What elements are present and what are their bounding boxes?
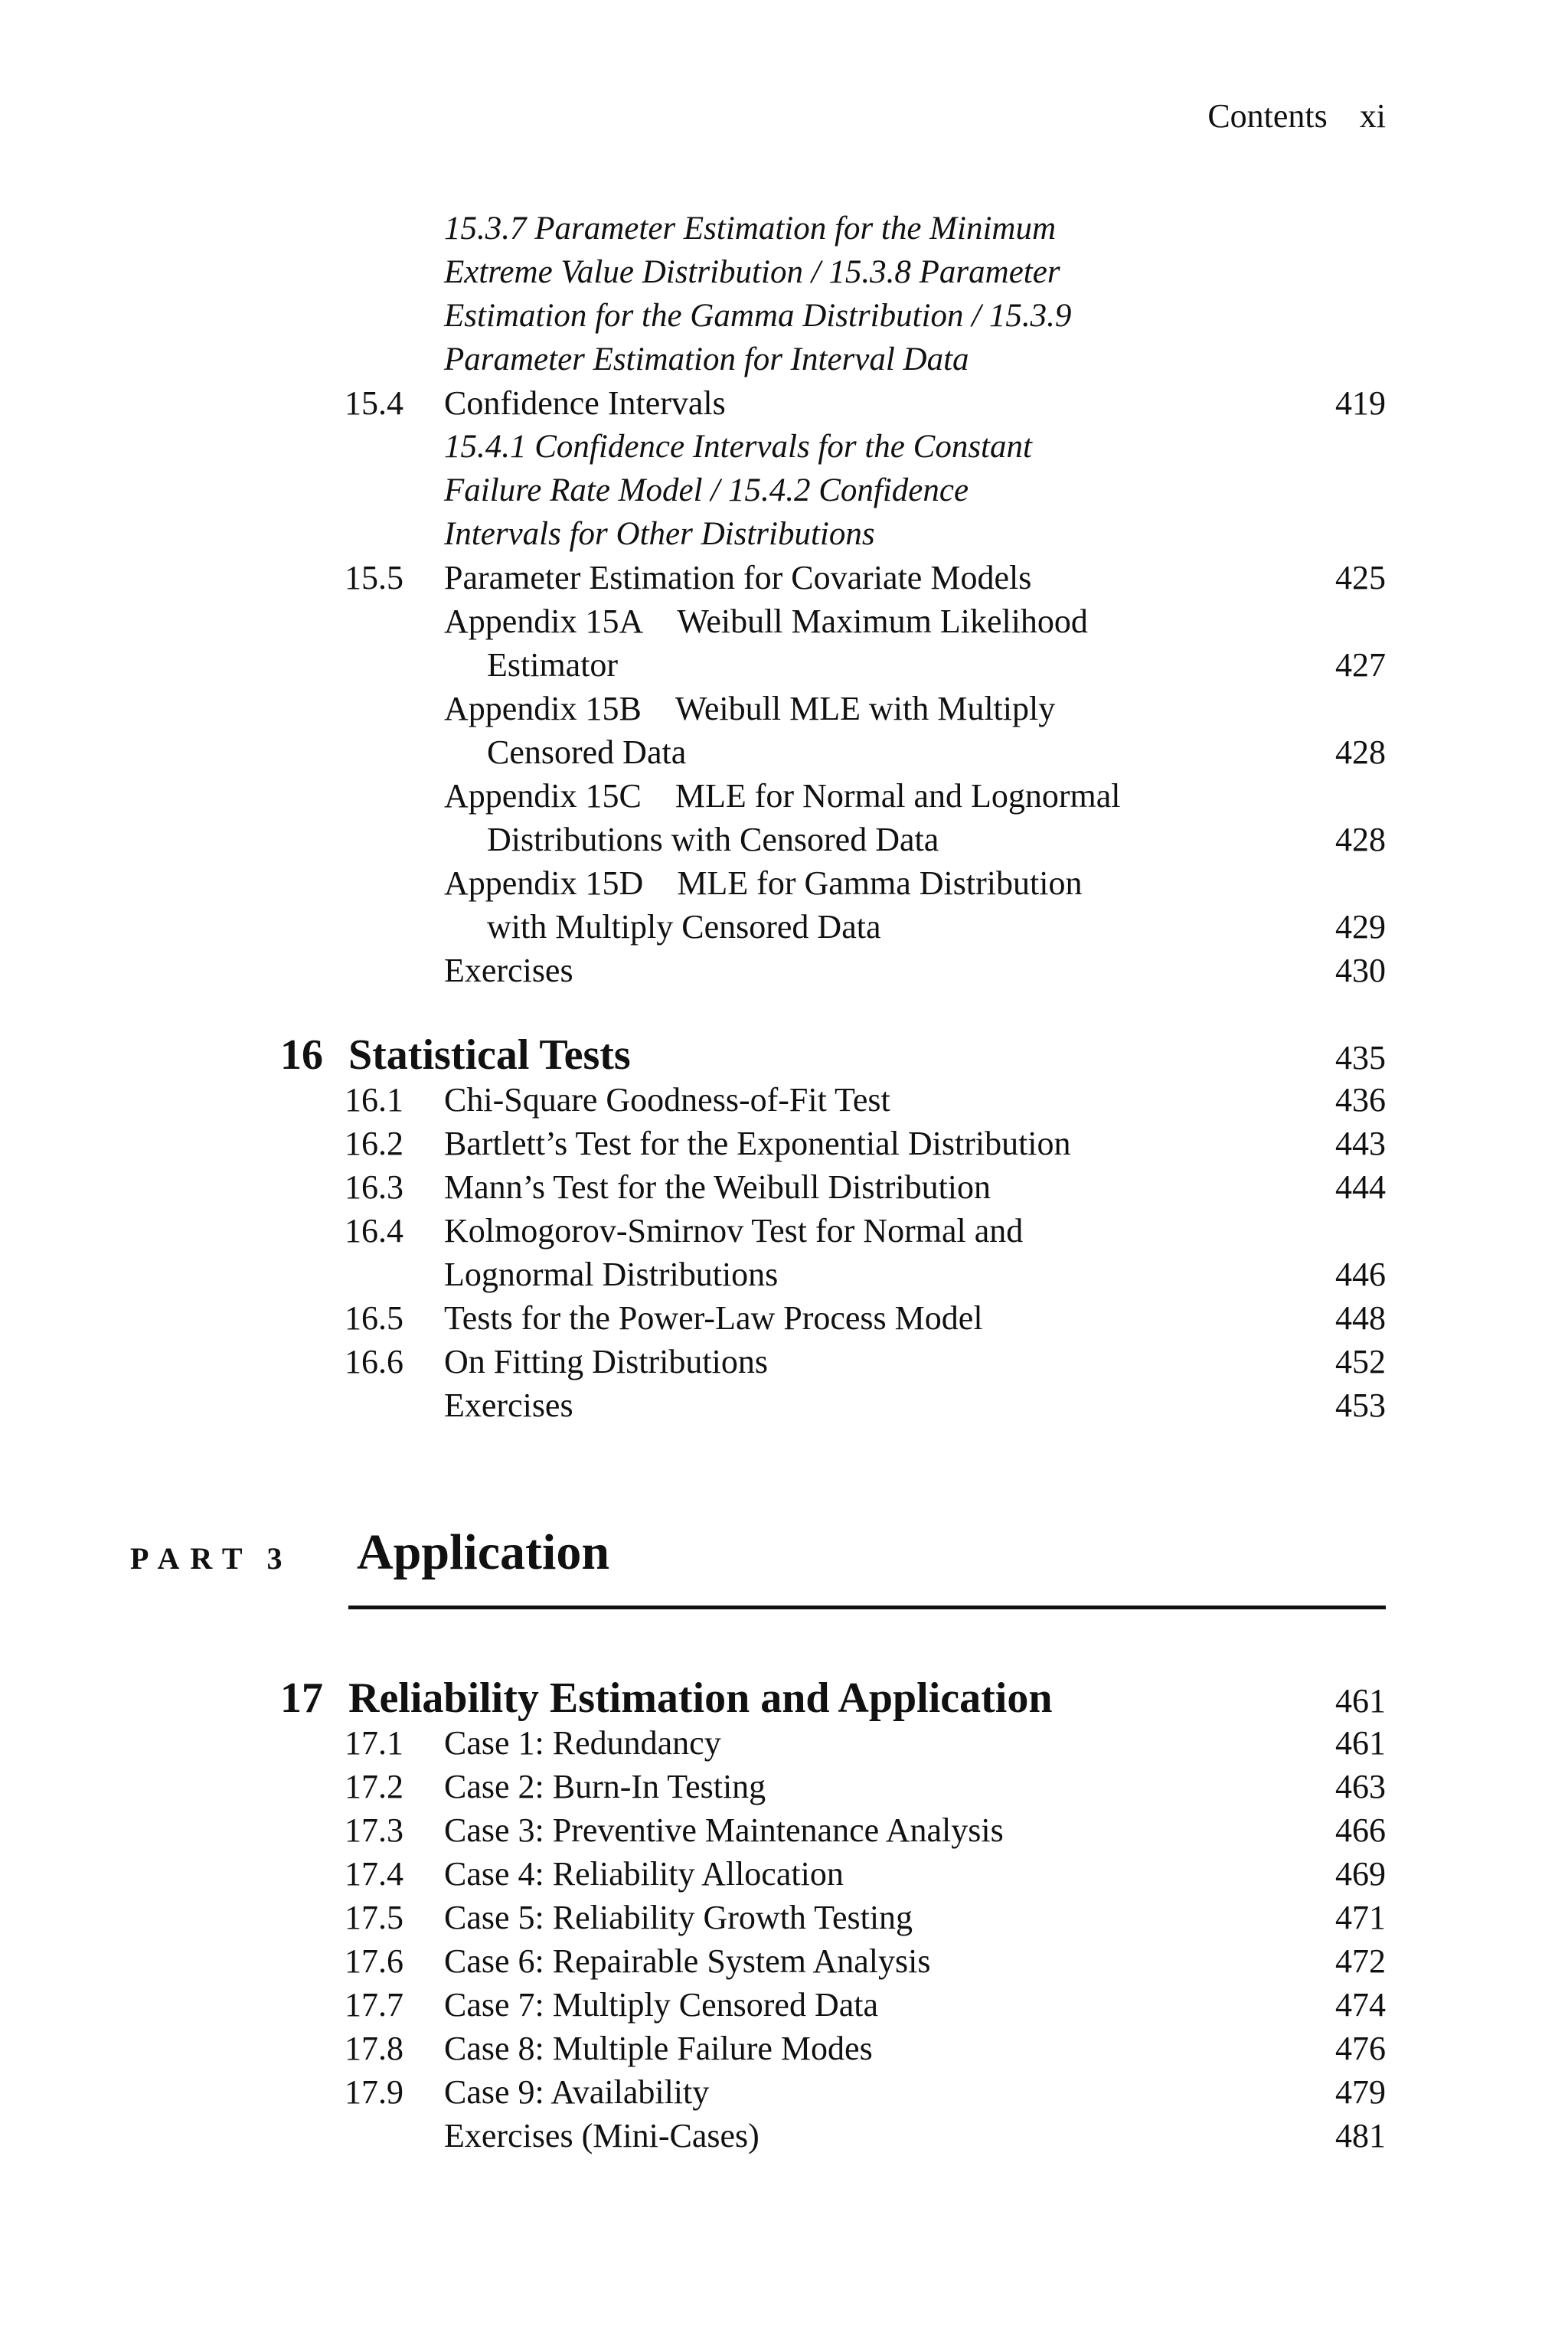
page-number: 430 (1335, 952, 1386, 989)
toc-entry-16-5[interactable] (0, 1296, 1568, 1340)
section-number: 16.2 (345, 1125, 403, 1162)
appendix-title-cont: with Multiply Censored Data (487, 908, 881, 946)
part-word: PART (130, 1541, 253, 1576)
toc-entry-16-4-cont[interactable] (0, 1253, 1568, 1296)
toc-entry-appendix-15a-cont[interactable] (0, 643, 1568, 687)
toc-entry-17-1[interactable] (0, 1721, 1568, 1765)
appendix-title: MLE for Gamma Distribution (677, 864, 1083, 902)
toc-entry-appendix-15b[interactable] (0, 687, 1568, 730)
subsection-line: Failure Rate Model / 15.4.2 Confidence (444, 472, 969, 508)
section-title: On Fitting Distributions (444, 1343, 768, 1380)
toc-entry-16-6[interactable] (0, 1340, 1568, 1383)
page-number: 444 (1335, 1168, 1386, 1206)
page-number: 461 (1335, 1724, 1386, 1762)
appendix-title: Weibull MLE with Multiply (675, 690, 1056, 727)
section-title: Tests for the Power-Law Process Model (444, 1299, 983, 1337)
subsection-line: Parameter Estimation for Interval Data (444, 341, 969, 377)
section-title: Case 9: Availability (444, 2073, 710, 2111)
section-title: Case 6: Repairable System Analysis (444, 1942, 931, 1980)
running-header (1207, 96, 1386, 136)
toc-entry-appendix-15d[interactable] (0, 861, 1568, 905)
page-number: 436 (1335, 1081, 1386, 1119)
toc-entry-15-4[interactable] (0, 381, 1568, 425)
chapter-title: Statistical Tests (348, 1031, 631, 1079)
section-title: Case 1: Redundancy (444, 1724, 721, 1762)
section-number: 17.2 (345, 1768, 403, 1805)
section-number: 16.1 (345, 1081, 403, 1119)
part-number: 3 (266, 1541, 293, 1576)
toc-entry-17-3[interactable] (0, 1808, 1568, 1852)
section-title: Case 4: Reliability Allocation (444, 1855, 844, 1893)
section-title: Parameter Estimation for Covariate Models (444, 559, 1032, 596)
page-number: 453 (1335, 1387, 1386, 1424)
section-title: Kolmogorov-Smirnov Test for Normal and (444, 1212, 1024, 1250)
section-number: 17.5 (345, 1899, 403, 1936)
subsection-line: 15.4.1 Confidence Intervals for the Constant (444, 429, 1032, 465)
page-number: 469 (1335, 1855, 1386, 1893)
page-number: 427 (1335, 646, 1386, 684)
page-number: 461 (1335, 1682, 1386, 1720)
page-number: 425 (1335, 559, 1386, 596)
section-title: Mann’s Test for the Weibull Distribution (444, 1168, 991, 1206)
appendix-title-cont: Estimator (487, 646, 619, 684)
appendix-label: Appendix 15A (444, 603, 644, 640)
toc-entry-17-9[interactable] (0, 2070, 1568, 2114)
toc-entry-16-2[interactable] (0, 1122, 1568, 1165)
page-number: 448 (1335, 1299, 1386, 1337)
toc-part2-continued (0, 207, 1568, 1427)
toc-entry-appendix-15a[interactable] (0, 599, 1568, 643)
chapter-title: Reliability Estimation and Application (348, 1674, 1053, 1722)
appendix-title-cont: Censored Data (487, 733, 687, 771)
subsection-list-15-4 (444, 425, 1148, 556)
toc-entry-16-3[interactable] (0, 1165, 1568, 1209)
section-number: 17.8 (345, 2030, 403, 2067)
toc-entry-appendix-15c[interactable] (0, 774, 1568, 818)
page-number: 472 (1335, 1942, 1386, 1980)
toc-entry-17-2[interactable] (0, 1765, 1568, 1808)
toc-entry-appendix-15c-cont[interactable] (0, 818, 1568, 861)
chapter-17-heading[interactable] (0, 1660, 1568, 1721)
page-number: 466 (1335, 1811, 1386, 1849)
section-number: 17.9 (345, 2073, 403, 2111)
section-title: Case 7: Multiply Censored Data (444, 1986, 879, 2024)
page-number: 419 (1335, 384, 1386, 422)
page-number: 463 (1335, 1768, 1386, 1805)
section-number: 16.3 (345, 1168, 403, 1206)
part-divider (348, 1606, 1386, 1609)
section-number: 15.5 (345, 559, 403, 596)
appendix-title: MLE for Normal and Lognormal (675, 777, 1121, 815)
part-label (130, 1540, 293, 1576)
part-title: Application (357, 1524, 610, 1580)
section-number: 16.6 (345, 1343, 403, 1380)
page-number: 443 (1335, 1125, 1386, 1162)
toc-entry-ch16-exercises[interactable] (0, 1383, 1568, 1427)
appendix-title: Weibull Maximum Likelihood (677, 603, 1088, 640)
section-title: Exercises (444, 1387, 573, 1424)
section-title: Confidence Intervals (444, 384, 726, 422)
appendix-label: Appendix 15D (444, 864, 644, 902)
page-number: 429 (1335, 908, 1386, 946)
chapter-16-heading[interactable] (0, 1017, 1568, 1078)
subsection-line: Estimation for the Gamma Distribution / 15.3.9 (444, 298, 1072, 334)
section-number: 17.3 (345, 1811, 403, 1849)
section-title: Bartlett’s Test for the Exponential Distribution (444, 1125, 1071, 1162)
running-header-label: Contents (1207, 97, 1328, 135)
page-number: 446 (1335, 1256, 1386, 1293)
toc-entry-ch17-exercises[interactable] (0, 2114, 1568, 2158)
page-number: 471 (1335, 1899, 1386, 1936)
section-number: 17.4 (345, 1855, 403, 1893)
subsection-line: 15.3.7 Parameter Estimation for the Minimum (444, 211, 1057, 247)
page-number: 479 (1335, 2073, 1386, 2111)
section-title-cont: Lognormal Distributions (444, 1256, 779, 1293)
subsection-line: Intervals for Other Distributions (444, 516, 875, 552)
chapter-number: 17 (280, 1674, 323, 1722)
appendix-label: Appendix 15B (444, 690, 642, 727)
toc-entry-17-7[interactable] (0, 1983, 1568, 2027)
chapter-number: 16 (280, 1031, 323, 1079)
toc-entry-17-8[interactable] (0, 2027, 1568, 2070)
toc-entry-appendix-15d-cont[interactable] (0, 905, 1568, 949)
page-number: 481 (1335, 2117, 1386, 2154)
section-title: Case 2: Burn-In Testing (444, 1768, 766, 1805)
appendix-title-cont: Distributions with Censored Data (487, 821, 939, 858)
toc-entry-15-5[interactable] (0, 556, 1568, 599)
page-number: 428 (1335, 821, 1386, 858)
section-number: 16.4 (345, 1212, 403, 1250)
toc-entry-16-1[interactable] (0, 1078, 1568, 1122)
appendix-label: Appendix 15C (444, 777, 642, 815)
page-number: 476 (1335, 2030, 1386, 2067)
toc-entry-ch15-exercises[interactable] (0, 949, 1568, 992)
page-number: 435 (1335, 1039, 1386, 1076)
toc-entry-17-4[interactable] (0, 1852, 1568, 1896)
page-number: 452 (1335, 1343, 1386, 1380)
section-number: 17.7 (345, 1986, 403, 2024)
subsection-list-15-3 (444, 207, 1148, 381)
section-number: 17.1 (345, 1724, 403, 1762)
toc-entry-appendix-15b-cont[interactable] (0, 730, 1568, 774)
section-number: 15.4 (345, 384, 403, 422)
section-title: Chi-Square Goodness-of-Fit Test (444, 1081, 890, 1119)
subsection-line: Extreme Value Distribution / 15.3.8 Parameter (444, 254, 1060, 290)
section-number: 17.6 (345, 1942, 403, 1980)
toc-part3 (0, 1660, 1568, 2158)
section-title: Exercises (Mini-Cases) (444, 2117, 760, 2154)
section-title: Case 8: Multiple Failure Modes (444, 2030, 873, 2067)
toc-entry-17-6[interactable] (0, 1939, 1568, 1983)
section-title: Case 3: Preventive Maintenance Analysis (444, 1811, 1004, 1849)
page-number: 428 (1335, 733, 1386, 771)
toc-entry-16-4[interactable] (0, 1209, 1568, 1253)
section-number: 16.5 (345, 1299, 403, 1337)
section-title: Case 5: Reliability Growth Testing (444, 1899, 913, 1936)
page-folio: xi (1359, 97, 1386, 135)
page-number: 474 (1335, 1986, 1386, 2024)
toc-entry-17-5[interactable] (0, 1896, 1568, 1939)
section-title: Exercises (444, 952, 573, 989)
